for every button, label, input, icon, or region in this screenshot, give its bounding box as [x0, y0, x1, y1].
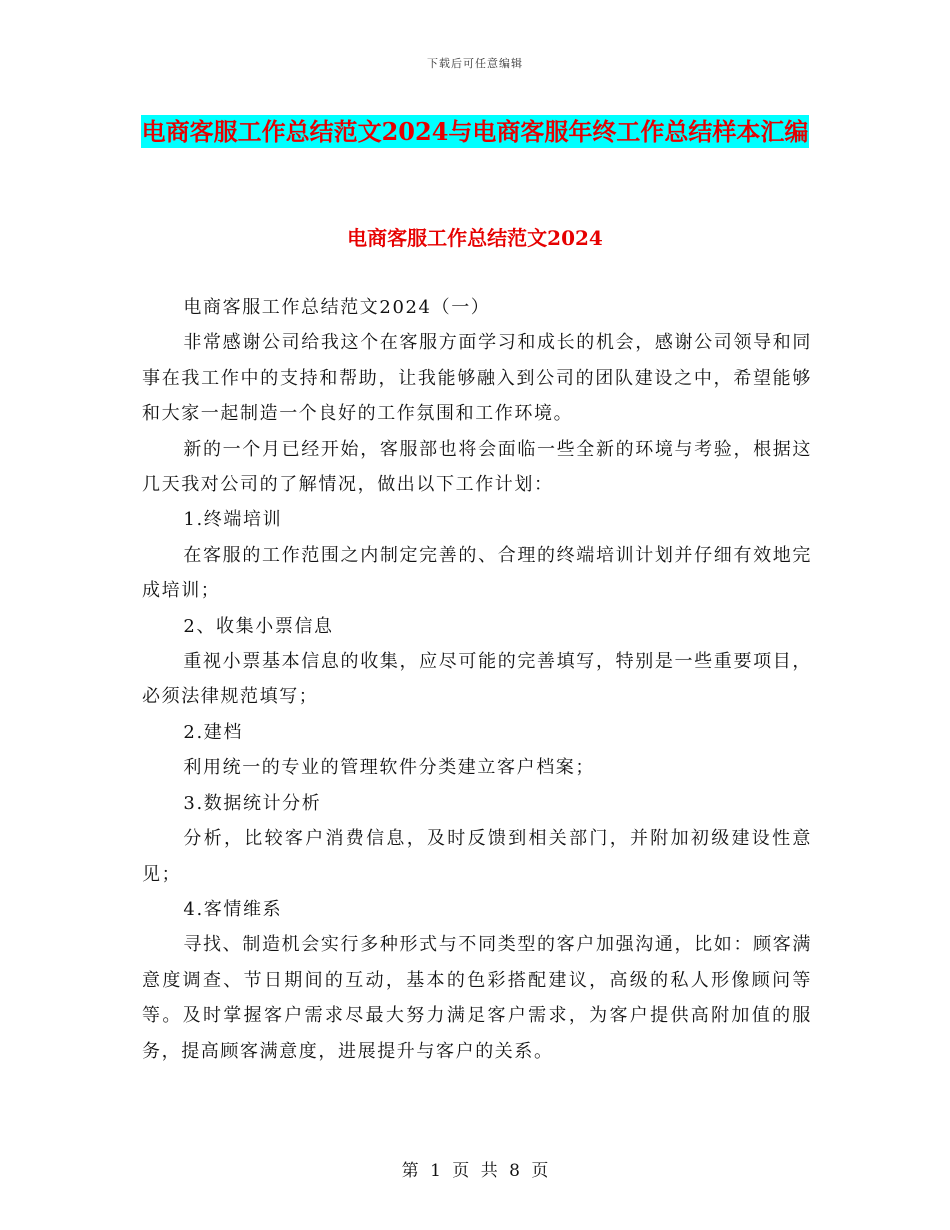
list-heading: 2.建档 [183, 721, 243, 743]
paragraph: 利用统一的专业的管理软件分类建立客户档案； [183, 757, 595, 779]
list-heading: 3.数据统计分析 [183, 792, 322, 814]
paragraph: 新的一个月已经开始，客服部也将会面临一些全新的环境与考验，根据这几天我对公司的了解情况，做出以下工作计划： [142, 438, 812, 496]
paragraph-subtitle: 电商客服工作总结范文2024（一） [183, 297, 491, 318]
paragraph: 寻找、制造机会实行多种形式与不同类型的客户加强沟通，比如：顾客满意度调查、节日期间的互动，基本的色彩搭配建议，高级的私人形像顾问等等。及时掌握客户需求尽最大努力满足客户需求，为客户提供高附加值的服务，提高顾客满意度，进展提升与客户的关系。 [142, 934, 812, 1062]
total-label: 共 [480, 1161, 498, 1181]
paragraph: 在客服的工作范围之内制定完善的、合理的终端培训计划并仔细有效地完成培训； [142, 544, 812, 602]
paragraph: 分析，比较客户消费信息，及时反馈到相关部门，并附加初级建设性意见； [142, 828, 812, 885]
page-number-footer [0, 1156, 950, 1181]
list-heading: 1.终端培训 [183, 509, 283, 531]
section-title: 电商客服工作总结范文2024 [347, 226, 603, 250]
current-page: 1 [430, 1161, 441, 1181]
total-pages: 8 [509, 1161, 520, 1181]
document-title [140, 112, 810, 152]
document-title-text: 电商客服工作总结范文2024与电商客服年终工作总结样本汇编 [141, 117, 809, 146]
list-heading: 4.客情维系 [183, 898, 283, 920]
paragraph: 重视小票基本信息的收集，应尽可能的完善填写，特别是一些重要项目，必须法律规范填写； [142, 651, 812, 708]
header-note: 下载后可任意编辑 [427, 57, 523, 70]
document-body [142, 290, 812, 1069]
list-heading: 2、收集小票信息 [183, 615, 334, 637]
page-label-suffix: 页 [531, 1161, 549, 1181]
paragraph: 非常感谢公司给我这个在客服方面学习和成长的机会，感谢公司领导和同事在我工作中的支持和帮助，让我能够融入到公司的团队建设之中，希望能够和大家一起制造一个良好的工作氛围和工作环境。 [142, 332, 812, 425]
page-label-prefix: 第 [401, 1161, 419, 1181]
page-label-mid: 页 [452, 1161, 470, 1181]
